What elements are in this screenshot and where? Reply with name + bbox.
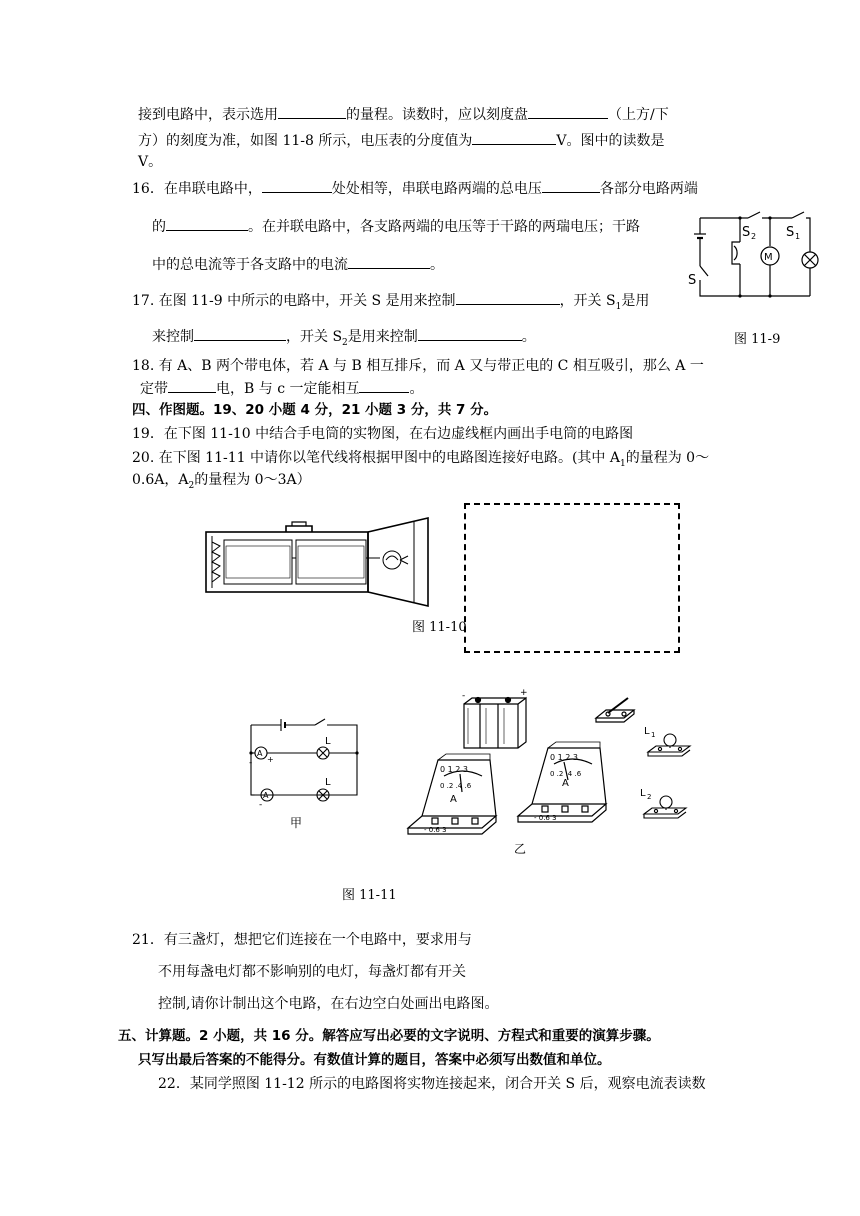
ammeter-a1-label: A — [257, 749, 263, 758]
q17-text: 来控制 — [152, 329, 194, 345]
apparatus-lamp-l1 — [642, 724, 694, 760]
q15-text: 方）的刻度为准，如图 11-8 所示，电压表的分度值为 — [138, 133, 473, 149]
q18-line1: 18. 有 A、B 两个带电体，若 A 与 B 相互排斥，而 A 又与带正电的 C 相互吸引，那么 A 一 — [132, 358, 704, 374]
q17-text: ，开关 S — [559, 293, 616, 309]
figure-11-9-caption: 图 11-9 — [734, 332, 781, 347]
answer-blank[interactable] — [168, 378, 216, 393]
q16-text: 16．在串联电路中， — [132, 181, 262, 197]
figure-11-11-caption: 图 11-11 — [342, 888, 397, 903]
lamp-l1-label: L — [325, 736, 331, 747]
lamp-l1-sub: 1 — [651, 731, 656, 739]
minus-mark: - — [259, 800, 263, 810]
answer-blank[interactable] — [542, 178, 600, 193]
switch-s-label: S — [688, 273, 697, 288]
q21-line1: 21．有三盏灯，想把它们连接在一个电路中，要求用与 — [132, 932, 472, 948]
q16-text: 的 — [152, 219, 166, 235]
answer-blank[interactable] — [456, 290, 560, 305]
motor-label: M — [764, 252, 773, 263]
switch-s2-blade — [748, 212, 760, 218]
ammeter-scale: 0 1 2 3 — [440, 765, 468, 774]
q17-text: 是用来控制 — [347, 329, 418, 345]
q16-text: 。在并联电路中，各支路两端的电压等于干路的两瑞电压；干路 — [248, 219, 640, 235]
answer-blank[interactable] — [262, 178, 332, 193]
switch-s2-sub: 2 — [751, 232, 757, 241]
q16-line1 — [132, 178, 698, 199]
q16-text: 各部分电路两端 — [599, 181, 698, 197]
q22-text: 22．某同学照图 11-12 所示的电路图将实物连接起来，闭合开关 S 后，观察电流表读数 — [158, 1076, 706, 1092]
minus-mark: - — [249, 758, 253, 768]
ammeter-a2-text: A — [450, 794, 457, 805]
switch-s1-sub: 1 — [795, 232, 801, 241]
plus-mark: + — [267, 755, 274, 764]
section-5-note: 只写出最后答案的不能得分。有数值计算的题目，答案中必须写出数值和单位。 — [138, 1052, 611, 1068]
subscript: 1 — [615, 301, 622, 312]
answer-blank[interactable] — [194, 326, 286, 341]
q20-text: 的量程为 0～3A） — [194, 472, 311, 488]
q15-text: V。图中的读数是 — [556, 133, 665, 149]
q17-text: 17. 在图 11-9 中所示的电路中，开关 S 是用来控制 — [132, 293, 456, 309]
q18-text: 电，B 与 c 一定能相互 — [216, 381, 360, 397]
answer-blank[interactable] — [348, 254, 430, 269]
q15-text: （上方/下 — [608, 107, 669, 123]
apparatus-ammeter-a1 — [512, 740, 612, 830]
lamp-l1-text: L — [644, 726, 650, 737]
battery-minus: - — [462, 691, 466, 701]
apparatus-ammeter-a2 — [402, 752, 502, 842]
q21-line3: 控制,请你计制出这个电路，在右边空白处画出电路图。 — [158, 996, 499, 1012]
label-yi: 乙 — [514, 842, 527, 856]
q16-line2 — [152, 216, 640, 237]
q15-text: 的量程。读数时，应以刻度盘 — [346, 107, 528, 123]
subscript: 2 — [188, 480, 195, 491]
q15-line1 — [138, 104, 669, 125]
lamp-l2-text: L — [640, 788, 646, 799]
figure-11-11-schematic — [245, 715, 365, 810]
drawing-answer-box[interactable] — [464, 503, 680, 653]
ammeter-scale-lower: 0 .2 .4 .6 — [440, 782, 472, 790]
flashlight-illustration — [200, 518, 450, 618]
q15-text: 接到电路中，表示选用 — [138, 107, 278, 123]
q16-text: 。 — [430, 257, 444, 273]
answer-blank[interactable] — [528, 104, 608, 119]
apparatus-switch — [594, 696, 642, 726]
subscript: 2 — [342, 337, 348, 348]
lamp-l2-sub: 2 — [647, 793, 652, 801]
ammeter-scale-lower: 0 .2 .4 .6 — [550, 770, 582, 778]
q18-line2 — [140, 378, 423, 399]
label-jia: 甲 — [290, 816, 303, 830]
q19-text: 19．在下图 11-10 中结合手电筒的实物图，在右边虚线框内画出手电筒的电路图 — [132, 426, 634, 442]
q15-line3: V。 — [138, 154, 163, 170]
q18-text: 。 — [409, 381, 424, 397]
ammeter-a2-label: A — [263, 791, 269, 800]
q18-text: 定带 — [140, 381, 168, 397]
switch-s1-blade — [792, 212, 804, 218]
battery-plus: + — [520, 688, 528, 698]
q17-line2 — [152, 326, 536, 353]
switch-s1-label: S — [786, 225, 795, 240]
apparatus-lamp-l2 — [638, 786, 690, 822]
q16-line3 — [152, 254, 444, 275]
q20-text: 20. 在下图 11-11 中请你以笔代线将根据甲图中的电路图连接好电路。(其中 A — [132, 450, 620, 466]
ammeter-scale: 0 1 2 3 — [550, 753, 578, 762]
answer-blank[interactable] — [278, 104, 346, 119]
q20-text: 0.6A，A — [132, 472, 189, 488]
q17-text: ，开关 S — [286, 329, 343, 345]
figure-11-10-caption: 图 11-10 — [412, 620, 467, 635]
section-4-heading: 四、作图题。19、20 小题 4 分，21 小题 3 分，共 7 分。 — [132, 402, 498, 418]
q20-text: 的量程为 0～ — [625, 450, 710, 466]
answer-blank[interactable] — [359, 378, 409, 393]
ammeter-a1-text: A — [562, 778, 569, 789]
q17-line1 — [132, 290, 649, 317]
q17-text: 。 — [521, 329, 536, 345]
q20-line2 — [132, 470, 311, 496]
ammeter-terminals: - 0.6 3 — [424, 826, 447, 834]
q16-text: 处处相等，串联电路两端的总电压 — [331, 181, 542, 197]
q15-line2 — [138, 130, 664, 151]
answer-blank[interactable] — [166, 216, 248, 231]
lamp-l2-label: L — [325, 777, 331, 788]
answer-blank[interactable] — [418, 326, 522, 341]
switch-s2-label: S — [742, 225, 751, 240]
answer-blank[interactable] — [472, 130, 556, 145]
figure-11-9-circuit — [690, 204, 830, 304]
subscript: 1 — [620, 458, 626, 469]
section-5-heading: 五、计算题。2 小题，共 16 分。解答应写出必要的文字说明、方程式和重要的演算步骤。 — [118, 1028, 660, 1044]
q17-text: 是用 — [621, 293, 650, 309]
ammeter-terminals: - 0.6 3 — [534, 814, 557, 822]
q21-line2: 不用每盏电灯都不影响别的电灯，每盏灯都有开关 — [158, 964, 466, 980]
q16-text: 中的总电流等于各支路中的电流 — [152, 257, 348, 273]
